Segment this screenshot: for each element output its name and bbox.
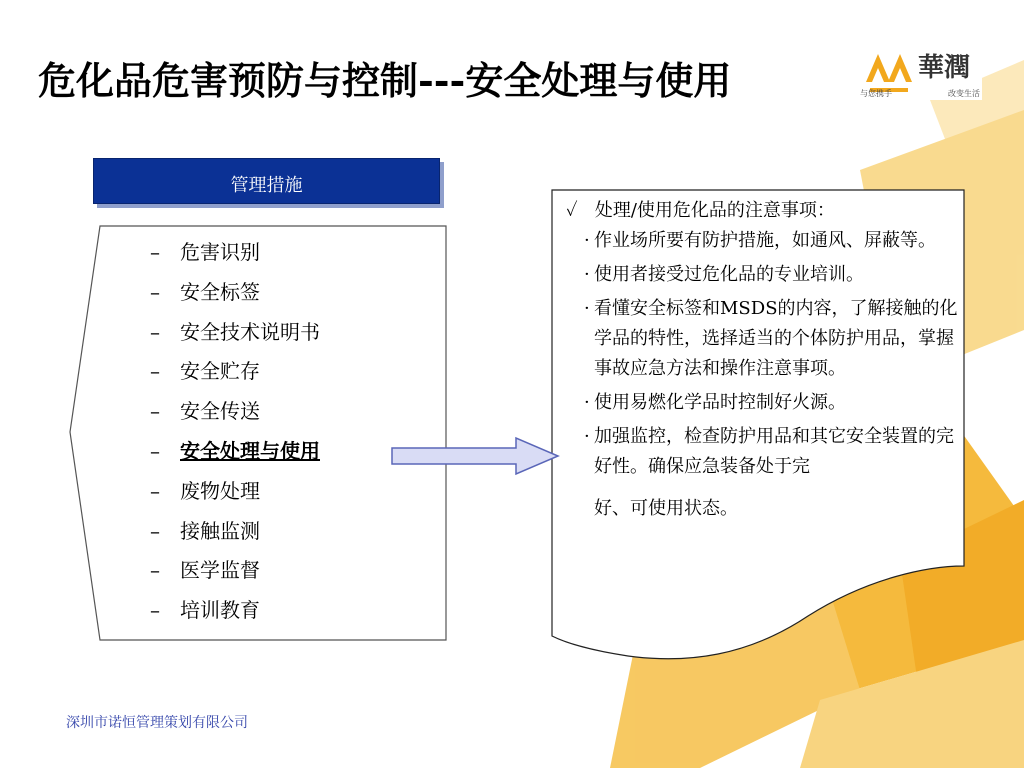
measure-item [150,395,320,435]
measure-dash: – [150,399,160,424]
measure-dash: – [150,518,160,543]
measure-label: 危害识别 [180,240,260,264]
check-mark-icon: ✓ [566,200,578,221]
note-text: 加强监控，检查防护用品和其它安全装置的完好性。确保应急装备处于完 [594,426,954,477]
measure-item [150,276,320,316]
notes-panel [566,196,958,526]
note-text: 使用者接受过危化品的专业培训。 [594,264,864,285]
measure-dash: – [150,279,160,304]
management-measures-header [93,158,440,204]
measure-item-active [150,435,320,475]
note-text: 看懂安全标签和MSDS的内容，了解接触的化学品的特性，选择适当的个体防护用品，掌握事故应急方法和操作注意事项。 [594,298,958,379]
note-item-continuation [566,492,958,526]
measure-label: 安全技术说明书 [180,319,320,344]
note-text: 好、可使用状态。 [594,498,738,519]
measure-item [150,316,320,356]
measure-item [150,554,320,594]
note-item [566,226,958,256]
note-bullet: · [584,230,590,251]
measure-label: 安全标签 [180,279,260,304]
measure-item [150,355,320,395]
logo-slogan [860,88,980,99]
note-item [566,294,958,384]
measure-dash: – [150,359,160,384]
measure-item [150,236,320,276]
note-item [566,260,958,290]
measure-label: 医学监督 [180,558,260,583]
measure-dash: – [150,558,160,583]
measure-label: 废物处理 [180,478,260,503]
measure-label: 安全贮存 [180,359,260,384]
note-item [566,422,958,482]
note-bullet: · [584,264,590,285]
note-bullet: · [584,298,590,319]
slide-title: 危化品危害预防与控制---安全处理与使用 [38,58,732,103]
measure-label: 安全传送 [180,399,260,424]
measure-dash: – [150,240,160,264]
notes-heading [566,196,958,226]
measure-item [150,594,320,634]
note-bullet: · [584,426,590,447]
logo-slogan-right: 改变生活 [948,89,980,98]
measures-list [150,236,320,634]
measure-label: 安全处理与使用 [180,438,320,463]
notes-heading-text: 处理/使用危化品的注意事项： [594,200,835,221]
measure-dash: – [150,598,160,623]
header-label: 管理措施 [230,175,303,196]
note-bullet: · [584,392,590,413]
measure-label: 接触监测 [180,518,260,543]
logo-slogan-left: 与您携手 [860,89,892,98]
svg-text:華潤: 華潤 [918,53,971,83]
note-text: 使用易燃化学品时控制好火源。 [594,392,846,413]
measure-dash: – [150,319,160,344]
measure-dash: – [150,478,160,503]
measure-item [150,515,320,555]
measure-item [150,475,320,515]
right-arrow-icon [390,436,560,476]
note-item [566,388,958,418]
footer-company: 深圳市诺恒管理策划有限公司 [66,715,248,731]
note-text: 作业场所要有防护措施，如通风、屏蔽等。 [594,230,936,251]
measure-label: 培训教育 [180,598,260,623]
measure-dash: – [150,438,160,463]
